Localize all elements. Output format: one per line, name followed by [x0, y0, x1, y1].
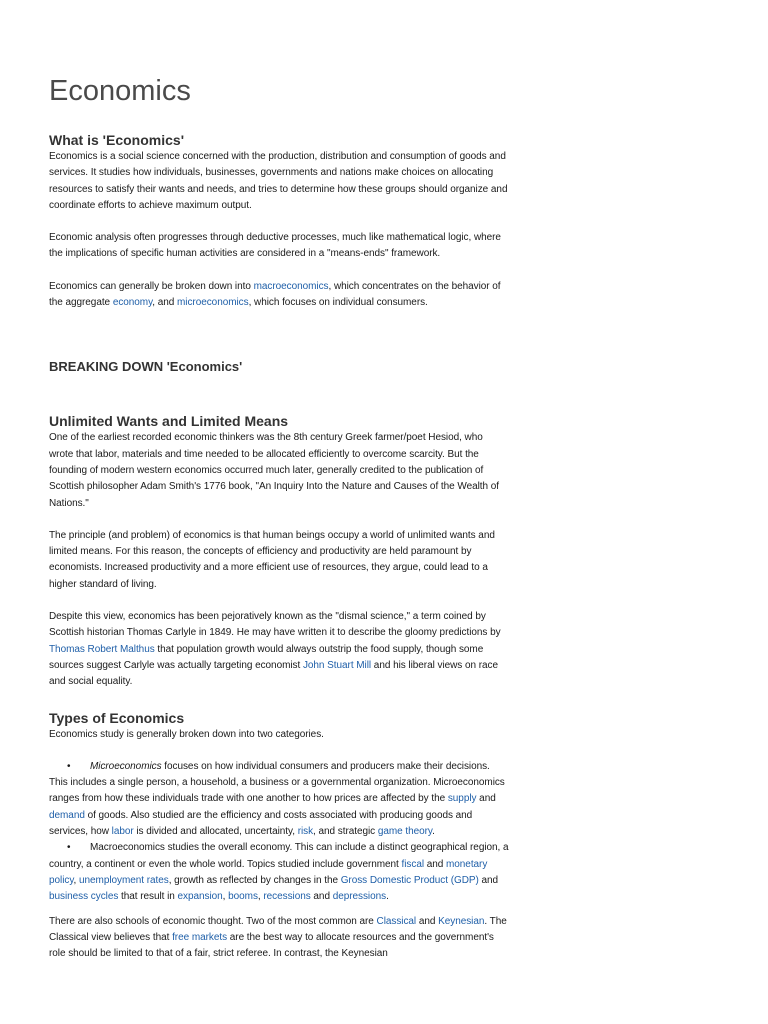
link-depressions[interactable]: depressions: [332, 891, 387, 903]
text-run: ,: [222, 891, 229, 903]
link-macroeconomics[interactable]: macroeconomics: [253, 280, 329, 292]
text-run: Macroeconomics studies the overall economy. This can include a distinct geographical region, a country, a continent or even the whole world. Topics studied include government: [49, 842, 509, 870]
link-keynesian[interactable]: Keynesian: [438, 915, 485, 927]
text-run: and: [416, 915, 439, 927]
page-title: Economics: [49, 75, 191, 107]
text-run: , and: [152, 297, 178, 309]
text-run: ,: [257, 891, 264, 903]
link-microeconomics[interactable]: microeconomics: [177, 297, 249, 309]
text-run: . The Classical view believes that: [49, 915, 507, 943]
bullet-icon: •: [67, 842, 71, 854]
link-labor[interactable]: labor: [111, 826, 134, 838]
link-business-cycles[interactable]: business cycles: [49, 891, 119, 903]
categories-list: [49, 759, 509, 906]
document-body: [49, 70, 509, 962]
text-run: , and strategic: [313, 826, 378, 838]
text-run: .: [386, 891, 389, 903]
text-run: , which focuses on individual consumers.: [248, 297, 428, 309]
text-run: and: [310, 891, 333, 903]
text-run: and his liberal views on race and social equality.: [49, 659, 498, 688]
link-unemployment-rates[interactable]: unemployment rates: [79, 874, 169, 886]
paragraph-principle: The principle (and problem) of economics is that human beings occupy a world of unlimited wants and limited means. For this reason, the concepts of efficiency and productivity are held paramount by economists. Increased productivity and a more efficient use of resources, they argue, could lead to a higher standard of living.: [49, 529, 495, 590]
paragraph-categories: Economics study is generally broken down into two categories.: [49, 728, 324, 740]
paragraph-definition: Economics is a social science concerned with the production, distribution and consumption of goods and services. It studies how individuals, businesses, governments and nations make choices on allocating resources to satisfy their wants and needs, and tries to determine how these groups should organize and coordinate efforts to achieve maximum output.: [49, 151, 508, 211]
link-risk[interactable]: risk: [297, 826, 314, 838]
bullet-icon: •: [67, 760, 71, 772]
link-supply[interactable]: supply: [447, 793, 477, 805]
link-booms[interactable]: booms: [228, 891, 258, 903]
text-run: .: [432, 826, 435, 838]
text-run: and: [478, 874, 499, 886]
text-run: Economics can generally be broken down into: [49, 280, 254, 292]
link-expansion[interactable]: expansion: [177, 891, 223, 903]
text-run: There are also schools of economic thought. Two of the most common are: [49, 915, 377, 927]
link-monetary-policy[interactable]: monetary policy: [49, 858, 488, 886]
link-free-markets[interactable]: free markets: [172, 931, 228, 943]
list-item-macroeconomics: [49, 840, 509, 905]
text-run: Despite this view, economics has been pejoratively known as the "dismal science," a term coined by Scottish historian Thomas Carlyle in 1849. He may have written it to describe the gloomy predictions by: [49, 611, 501, 639]
paragraph-deductive: Economic analysis often progresses through deductive processes, much like mathematical logic, where the implications of specific human activities are considered in a "means-ends" framework.: [49, 232, 501, 260]
link-demand[interactable]: demand: [49, 809, 85, 821]
heading-what-is-economics: What is 'Economics': [49, 132, 185, 148]
text-run: and: [476, 793, 496, 805]
paragraph-history: One of the earliest recorded economic thinkers was the 8th century Greek farmer/poet Hesiod, who wrote that labor, materials and time needed to be allocated efficiently to overcome scarcity. But the founding of modern western economics occurred much later, generally credited to the publication of Scottish philosopher Adam Smith's 1776 book, "An Inquiry Into the Nature and Causes of the Wealth of Nations.": [49, 432, 499, 509]
link-classical[interactable]: Classical: [376, 915, 417, 927]
text-run: of goods. Also studied are the efficiency and costs associated with producing goods and services, how: [49, 809, 473, 838]
text-run: is divided and allocated, uncertainty,: [133, 826, 298, 838]
paragraph-breakdown-intro: [49, 279, 509, 312]
link-gdp[interactable]: Gross Domestic Product (GDP): [340, 874, 479, 886]
paragraph-schools: [49, 914, 509, 963]
list-item-microeconomics: [49, 759, 509, 840]
text-run: , which concentrates on the behavior of the aggregate: [49, 280, 501, 309]
text-run: and: [424, 858, 446, 870]
text-run: focuses on how individual consumers and producers make their decisions. This includes a single person, a household, a business or a governmental organization. Microeconomics ranges from how these individuals trade with one another to how prices are affected by the: [49, 760, 505, 805]
link-thomas-robert-malthus[interactable]: Thomas Robert Malthus: [49, 643, 155, 655]
text-run: that result in: [118, 891, 178, 903]
link-john-stuart-mill[interactable]: John Stuart Mill: [302, 659, 372, 671]
link-fiscal[interactable]: fiscal: [401, 858, 424, 870]
heading-types-of-economics: Types of Economics: [49, 709, 185, 726]
text-run: are the best way to allocate resources and the government's role should be limited to that of a fair, strict referee. In contrast, the Keynesian: [49, 931, 494, 960]
heading-breaking-down: BREAKING DOWN 'Economics': [49, 359, 243, 375]
paragraph-dismal-science: [49, 609, 509, 690]
term-microeconomics: Microeconomics: [90, 760, 162, 772]
text-run: ,: [73, 874, 79, 886]
heading-unlimited-wants: Unlimited Wants and Limited Means: [49, 413, 289, 430]
text-run: that population growth would always outstrip the food supply, though some sources suggest Carlyle was actually targeting economist: [49, 643, 484, 671]
link-game-theory[interactable]: game theory: [377, 826, 433, 838]
text-run: , growth as reflected by changes in the: [168, 874, 341, 886]
link-recessions[interactable]: recessions: [263, 891, 311, 903]
link-economy[interactable]: economy: [112, 297, 153, 309]
